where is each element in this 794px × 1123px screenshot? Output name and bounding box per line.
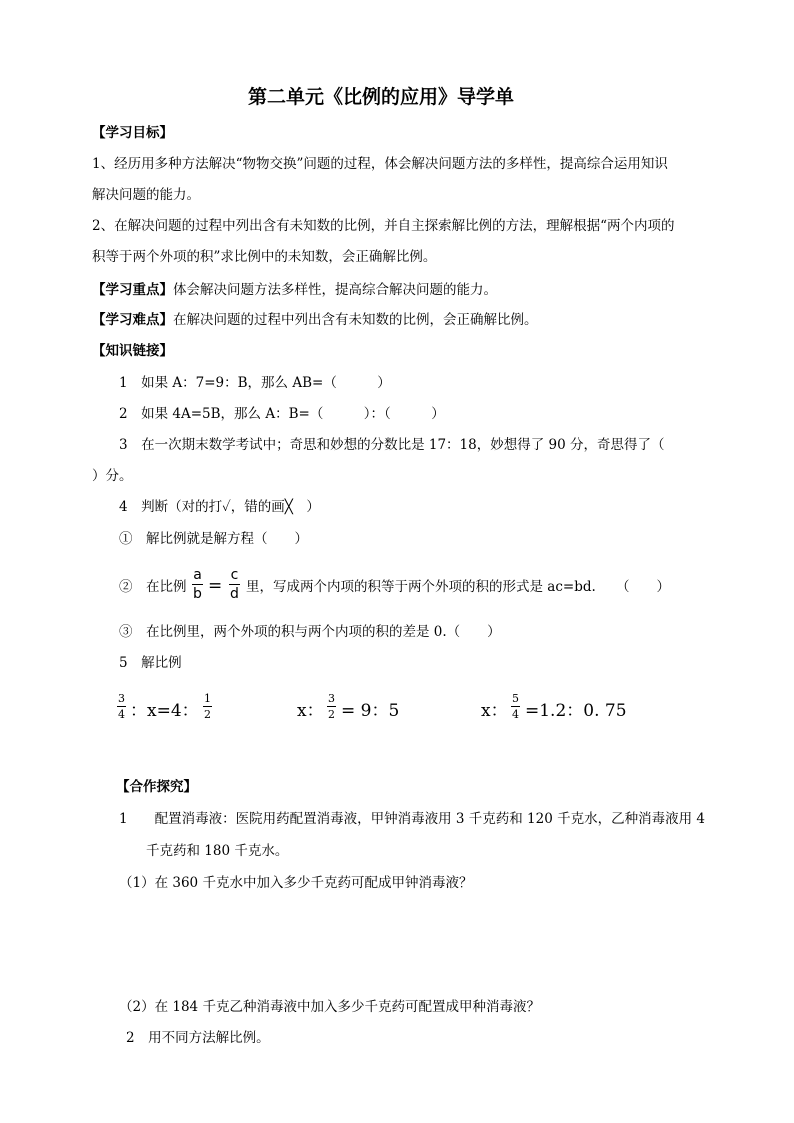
eq1-fraction-right bbox=[203, 693, 212, 720]
problem-1-line-2: 千克药和 180 千克水。 bbox=[146, 843, 289, 859]
eq1-middle: ：x=4： bbox=[130, 701, 199, 721]
question-5: 5 解比例 bbox=[119, 655, 182, 671]
difficulty-row bbox=[92, 314, 538, 328]
question-3-line-1: 3 在一次期末数学考试中；奇思和妙想的分数比是 17：18，妙想得了 90 分，奇思得了（ bbox=[119, 437, 665, 453]
coop-heading: 【合作探究】 bbox=[116, 779, 197, 795]
fraction-denominator: d bbox=[230, 586, 239, 602]
eq2-fraction bbox=[327, 693, 336, 720]
problem-2: 2 用不同方法解比例。 bbox=[126, 1030, 270, 1046]
judge-2-prefix: ② 在比例 bbox=[119, 579, 187, 595]
goal-1-line-2: 解决问题的能力。 bbox=[92, 187, 200, 203]
problem-1-line-1: 1 配置消毒液：医院用药配置消毒液，甲钟消毒液用 3 千克药和 120 千克水，乙种消毒液用 4 bbox=[119, 811, 705, 827]
eq3-prefix: x： bbox=[481, 701, 508, 721]
page-title: 第二单元《比例的应用》导学单 bbox=[248, 86, 515, 108]
question-1: 1 如果 A：7=9：B，那么 AB=（ ） bbox=[119, 375, 391, 391]
problem-1-question-1: （1）在 360 千克水中加入多少千克药可配成甲钟消毒液？ bbox=[119, 875, 473, 891]
judge-1: ① 解比例就是解方程（ ） bbox=[119, 531, 308, 547]
fraction-numerator: 1 bbox=[204, 692, 211, 705]
fraction-denominator: 4 bbox=[512, 708, 519, 721]
difficulty-text: 在解决问题的过程中列出含有未知数的比例，会正确解比例。 bbox=[173, 312, 538, 328]
focus-row bbox=[92, 284, 497, 298]
focus-text: 体会解决问题方法多样性，提高综合解决问题的能力。 bbox=[173, 282, 497, 298]
fraction-denominator: 2 bbox=[204, 708, 211, 721]
question-2: 2 如果 4A=5B，那么 A：B=（ ）：（ ） bbox=[119, 406, 445, 422]
difficulty-label: 【学习难点】 bbox=[92, 312, 173, 328]
fraction-a-over-b bbox=[192, 568, 203, 601]
fraction-denominator: 4 bbox=[118, 708, 125, 721]
fraction-numerator: 5 bbox=[512, 692, 519, 705]
equals-sign: = bbox=[208, 576, 223, 596]
fraction-denominator: 2 bbox=[328, 708, 335, 721]
links-heading: 【知识链接】 bbox=[92, 343, 173, 359]
problem-1-question-2: （2）在 184 千克乙种消毒液中加入多少千克药可配置成甲种消毒液？ bbox=[119, 999, 540, 1015]
eq3-fraction bbox=[511, 693, 520, 720]
fraction-numerator: a bbox=[193, 567, 202, 583]
focus-label: 【学习重点】 bbox=[92, 282, 173, 298]
judge-2-suffix: 里，写成两个内项的积等于两个外项的积的形式是 ac=bd. （ ） bbox=[246, 579, 671, 595]
eq3-suffix: =1.2：0. 75 bbox=[525, 701, 627, 721]
fraction-numerator: 3 bbox=[118, 692, 125, 705]
judge-3: ③ 在比例里，两个外项的积与两个内项的积的差是 0.（ ） bbox=[119, 624, 501, 640]
goal-2-line-1: 2、在解决问题的过程中列出含有未知数的比例，并自主探索解比例的方法，理解根据“两个内项的 bbox=[92, 218, 675, 234]
goal-1-line-1: 1、经历用多种方法解决“物物交换”问题的过程，体会解决问题方法的多样性，提高综合运用知识 bbox=[92, 156, 668, 172]
fraction-c-over-d bbox=[229, 568, 240, 601]
fraction-numerator: c bbox=[230, 567, 239, 583]
question-3-line-2: ）分。 bbox=[92, 468, 133, 484]
eq2-prefix: x： bbox=[297, 701, 324, 721]
question-4: 4 判断（对的打✓，错的画╳ ） bbox=[119, 499, 320, 515]
goals-heading: 【学习目标】 bbox=[92, 125, 173, 141]
fraction-numerator: 3 bbox=[328, 692, 335, 705]
fraction-denominator: b bbox=[193, 586, 202, 602]
eq1-fraction-left bbox=[117, 693, 126, 720]
eq2-suffix: = 9：5 bbox=[341, 701, 400, 721]
goal-2-line-2: 积等于两个外项的积”求比例中的未知数，会正确解比例。 bbox=[92, 249, 437, 265]
